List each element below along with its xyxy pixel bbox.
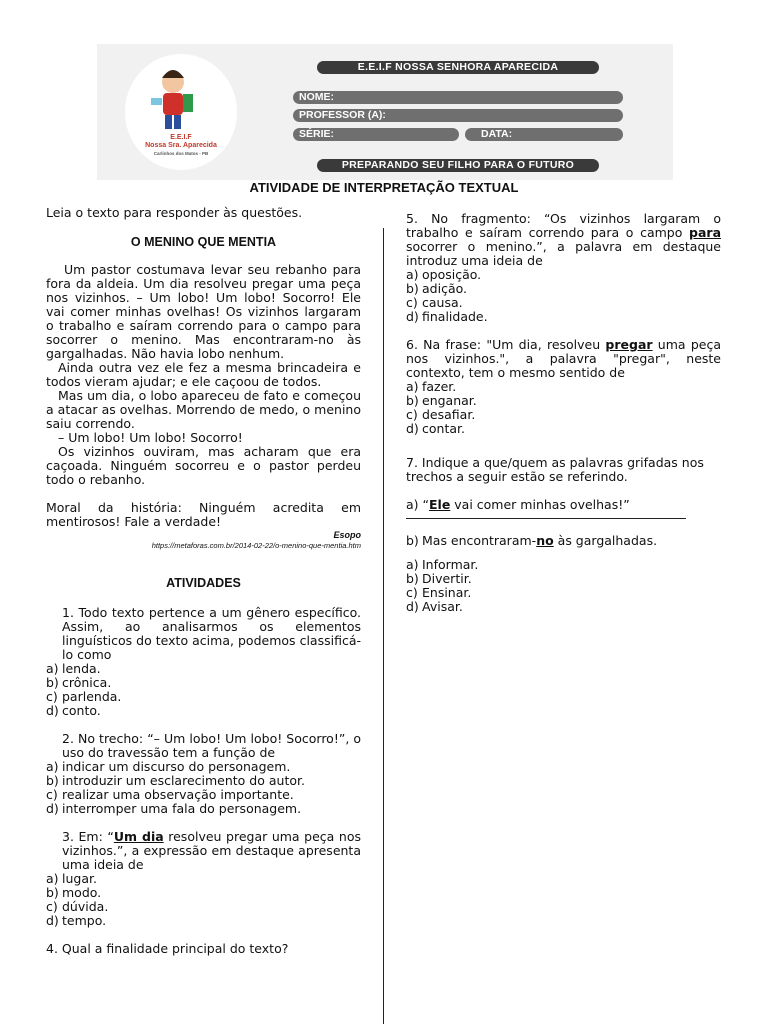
option: d) contar.: [406, 421, 465, 436]
option: b) introduzir um esclarecimento do autor.: [46, 773, 305, 788]
option: d) Avisar.: [406, 599, 463, 614]
story-paragraph: Mas um dia, o lobo apareceu de fato e começou a atacar as ovelhas. Morrendo de medo, o menino saiu correndo.: [46, 388, 361, 431]
name-field: NOME:: [293, 91, 623, 104]
story-paragraph: – Um lobo! Um lobo! Socorro!: [58, 430, 243, 445]
story-source: https://metaforas.com.br/2014-02-22/o-menino-que-mentia.htm: [151, 541, 361, 550]
story-paragraph: Ainda outra vez ele fez a mesma brincadeira e todos vieram ajudar; e ele caçoou de todos.: [46, 360, 361, 389]
highlighted-term: Ele: [429, 497, 451, 512]
option: a) oposição.: [406, 267, 482, 282]
answer-line: [406, 512, 686, 519]
story-paragraph: Um pastor costumava levar seu rebanho para fora da aldeia. Um dia resolveu pregar uma peça nos vizinhos. – Um lobo! Um lobo! Socorro! Ele vai comer minhas ovelhas! Os vizinhos largaram o trabalho e saíram correndo para o campo para socorrer o menino. Mas encontraram-no às gargalhadas. Não havia lobo nenhum.: [46, 262, 361, 361]
story-moral: Moral da história: Ninguém acredita em mentirosos! Fale a verdade!: [46, 500, 361, 529]
option: a) Informar.: [406, 557, 479, 572]
activities-title: ATIVIDADES: [166, 576, 241, 590]
option: a) lenda.: [46, 661, 101, 676]
option: c) Ensinar.: [406, 585, 472, 600]
option: a) indicar um discurso do personagem.: [46, 759, 291, 774]
option: b) enganar.: [406, 393, 477, 408]
story-title: O MENINO QUE MENTIA: [130, 235, 277, 249]
teacher-field: PROFESSOR (A):: [293, 109, 623, 122]
option: a) lugar.: [46, 871, 97, 886]
school-header: [97, 44, 673, 180]
option: b) crônica.: [46, 675, 112, 690]
option: d) tempo.: [46, 913, 107, 928]
option: b) modo.: [46, 885, 102, 900]
option: c) causa.: [406, 295, 463, 310]
column-divider: [383, 228, 384, 1024]
question-7-item-b: b) Mas encontraram-no às gargalhadas.: [406, 533, 658, 548]
question-5: 5. No fragmento: “Os vizinhos largaram o trabalho e saíram correndo para o campo para socorrer o menino.”, a palavra em destaque introduz uma ideia de: [406, 211, 721, 268]
question-6-options: [406, 380, 721, 436]
question-2: 2. No trecho: “– Um lobo! Um lobo! Socorro!”, o uso do travessão tem a função de: [62, 731, 361, 760]
option: c) realizar uma observação importante.: [46, 787, 294, 802]
school-logo: [125, 54, 237, 170]
logo-text-2: Nossa Sra. Aparecida: [145, 142, 217, 149]
option: c) parlenda.: [46, 689, 122, 704]
date-field: DATA:: [465, 128, 623, 141]
question-1: 1. Todo texto pertence a um gênero específico. Assim, ao analisarmos os elementos linguísticos do texto acima, podemos classificá-lo como: [62, 605, 361, 662]
question-6: 6. Na frase: "Um dia, resolveu pregar uma peça nos vizinhos.", a palavra "pregar", neste contexto, tem o mesmo sentido de: [406, 337, 721, 380]
question-4: 4. Qual a finalidade principal do texto?: [46, 941, 289, 956]
logo-text-1: E.E.I.F: [170, 134, 192, 141]
page-title: ATIVIDADE DE INTERPRETAÇÃO TEXTUAL: [249, 180, 519, 195]
left-column: [46, 206, 361, 956]
option: b) adição.: [406, 281, 468, 296]
option: c) desafiar.: [406, 407, 476, 422]
question-7-options: [406, 558, 721, 614]
logo-text-3: Carlinhos dos Matos - PB: [153, 151, 209, 156]
highlighted-term: para: [689, 225, 721, 240]
option: a) fazer.: [406, 379, 457, 394]
question-2-options: [46, 760, 361, 816]
option: d) finalidade.: [406, 309, 488, 324]
option: c) dúvida.: [46, 899, 109, 914]
highlighted-term: Um dia: [113, 829, 164, 844]
option: d) interromper uma fala do personagem.: [46, 801, 302, 816]
highlighted-term: no: [536, 533, 554, 548]
slogan-bar: PREPARANDO SEU FILHO PARA O FUTURO: [317, 159, 599, 172]
option: b) Divertir.: [406, 571, 472, 586]
question-5-options: [406, 268, 721, 324]
highlighted-term: pregar: [605, 337, 653, 352]
right-column: [406, 212, 721, 614]
question-7-item-a: a) “Ele vai comer minhas ovelhas!”: [406, 497, 630, 512]
grade-field: SÉRIE:: [293, 128, 459, 141]
question-3-options: [46, 872, 361, 928]
intro-text: Leia o texto para responder às questões.: [46, 205, 303, 220]
story-paragraph: Os vizinhos ouviram, mas acharam que era caçoada. Ninguém socorreu e o pastor perdeu todo o rebanho.: [46, 444, 361, 487]
school-name-bar: E.E.I.F NOSSA SENHORA APARECIDA: [317, 61, 599, 74]
question-3: 3. Em: “Um dia resolveu pregar uma peça nos vizinhos.”, a expressão em destaque apresenta uma ideia de: [62, 829, 361, 872]
option: d) conto.: [46, 703, 101, 718]
question-1-options: [46, 662, 361, 718]
question-7: 7. Indique a que/quem as palavras grifadas nos trechos a seguir estão se referindo.: [406, 455, 704, 484]
story-author: Esopo: [333, 530, 361, 540]
